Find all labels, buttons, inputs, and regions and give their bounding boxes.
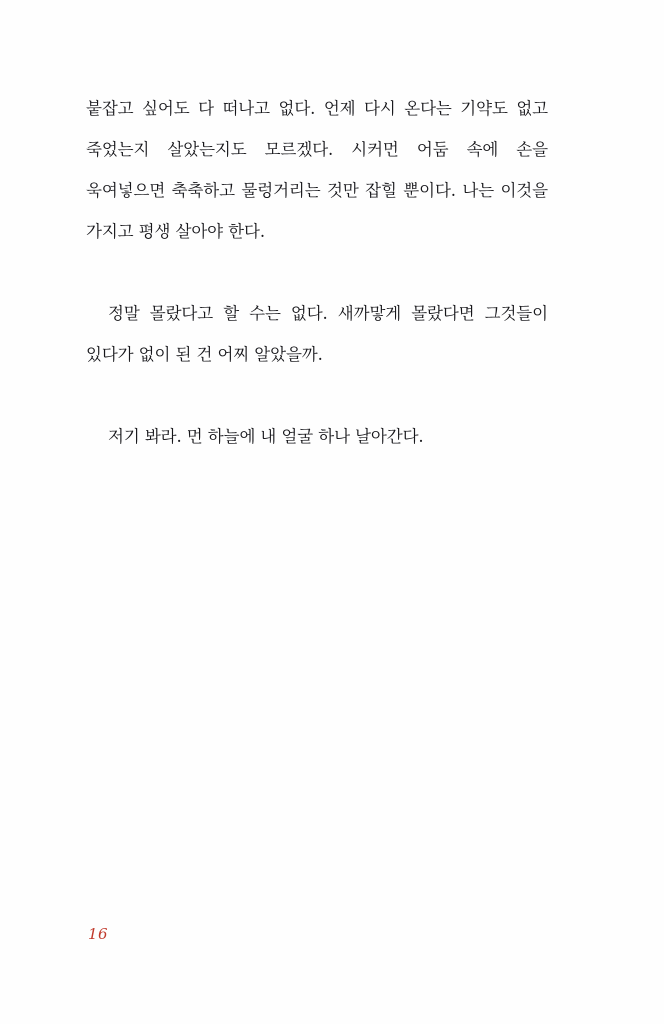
- page-text-body: [86, 88, 548, 457]
- paragraph-3: 저기 봐라. 먼 하늘에 내 얼굴 하나 날아간다.: [108, 427, 424, 446]
- page-number: 16: [88, 925, 109, 943]
- paragraph-1: 붙잡고 싶어도 다 떠나고 없다. 언제 다시 온다는 기약도 없고 죽었는지 살았는지도 모르겠다. 시커먼 어둠 속에 손을 욱여넣으면 축축하고 물렁거리는 것만 잡힐 뿐이다. 나는 이것을 가지고 평생 살아야 한다.: [86, 99, 548, 241]
- paragraph-2: 정말 몰랐다고 할 수는 없다. 새까맣게 몰랐다면 그것들이 있다가 없이 된 건 어찌 알았을까.: [86, 304, 548, 364]
